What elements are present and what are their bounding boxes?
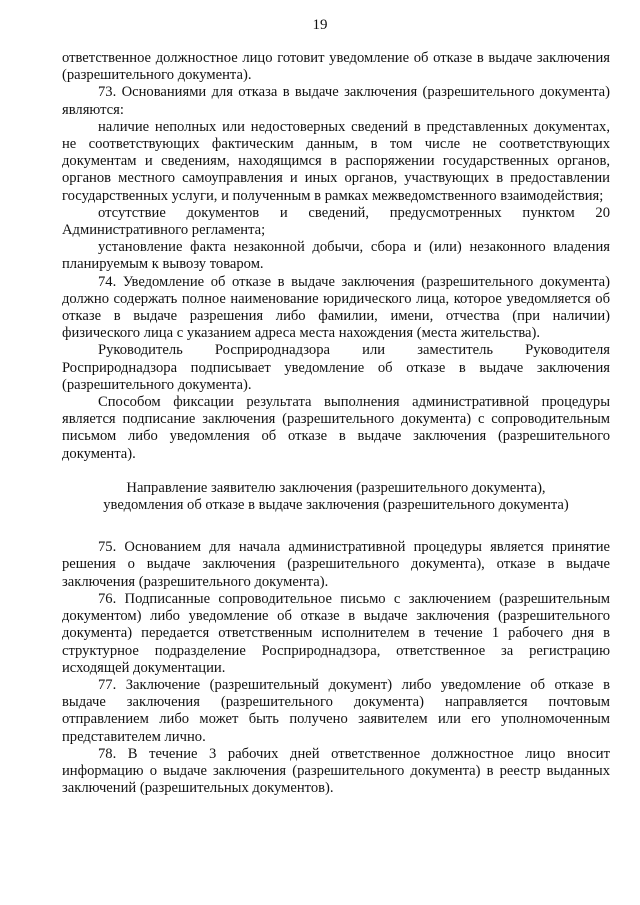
paragraph-continuation: ответственное должностное лицо готовит уведомление об отказе в выдаче заключения (разрешительного документа).: [62, 50, 610, 84]
paragraph-73-reason-illegal: установление факта незаконной добычи, сбора и (или) незаконного владения планируемым к вывозу товаром.: [62, 239, 610, 273]
spacer: [62, 514, 610, 531]
section-heading-line-1: Направление заявителю заключения (разрешительного документа),: [126, 479, 546, 496]
paragraph-74-fixation: Способом фиксации результата выполнения административной процедуры является подписание заключения (разрешительного документа) с сопроводительным письмом либо уведомления об отказе в выдаче заключения (разрешительного документа).: [62, 394, 610, 462]
paragraph-73: 73. Основаниями для отказа в выдаче заключения (разрешительного документа) являются:: [62, 84, 610, 118]
section-heading-line-2: уведомления об отказе в выдаче заключения (разрешительного документа): [103, 497, 569, 514]
document-body: [62, 50, 610, 797]
paragraph-74: 74. Уведомление об отказе в выдаче заключения (разрешительного документа) должно содержать полное наименование юридического лица, которое уведомляется об отказе в выдаче разрешения либо фамилии, имени, отчества (при наличии) физического лица с указанием адреса места нахождения (места жительства).: [62, 273, 610, 342]
paragraph-73-reason-missing: отсутствие документов и сведений, предусмотренных пунктом 20 Административного регламента;: [62, 204, 610, 239]
paragraph-76: 76. Подписанные сопроводительное письмо с заключением (разрешительным документом) либо уведомление об отказе в выдаче заключения (разрешительного документа) передается ответственным исполнителем в течение 1 рабочего дня в структурное подразделение Росприроднадзора, ответственное за регистрацию исходящей документации.: [62, 590, 610, 676]
paragraph-73-reason-incomplete: наличие неполных или недостоверных сведений в представленных документах, не соответствующих фактическим данным, в том числе не соответствующих документам и сведениям, находящимся в распоряжении государственных органов, органов местного самоуправления и иных органов, участвующих в предоставлении государственных услуги, и полученным в рамках межведомственного взаимодействия;: [62, 118, 610, 204]
paragraph-74-signing: Руководитель Росприроднадзора или заместитель Руководителя Росприроднадзора подписывает уведомление об отказе в выдаче заключения (разрешительного документа).: [62, 342, 610, 393]
spacer: [62, 531, 610, 539]
paragraph-78: 78. В течение 3 рабочих дней ответственное должностное лицо вносит информацию о выдаче заключения (разрешительного документа) в реестр выданных заключений (разрешительных документов).: [62, 745, 610, 797]
page-number: 19: [312, 17, 328, 33]
paragraph-77: 77. Заключение (разрешительный документ) либо уведомление об отказе в выдаче заключения (разрешительного документа) направляется почтовым отправлением либо может быть получено заявителем или его уполномоченным представителем лично.: [62, 676, 610, 745]
spacer: [62, 463, 610, 480]
paragraph-75: 75. Основанием для начала административной процедуры является принятие решения о выдаче заключения (разрешительного документа), отказе в выдаче заключения (разрешительного документа).: [62, 539, 610, 590]
